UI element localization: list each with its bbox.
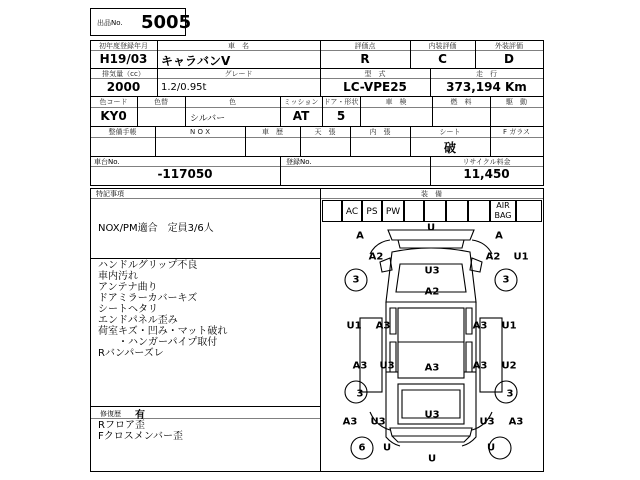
- hdr-special-notes: 特記事項: [96, 190, 124, 198]
- seat-condition: 破: [443, 141, 456, 155]
- hdr-transmission: ミッション: [283, 98, 319, 106]
- grade: 1.2/0.95t: [161, 82, 207, 93]
- mark-tailgate: U3: [424, 409, 440, 421]
- equip-box: [468, 200, 490, 222]
- mark-left-rear-a3: A3: [352, 360, 368, 372]
- hdr-equipment: 装 備: [421, 190, 442, 198]
- hdr-color-change: 色替: [154, 98, 168, 106]
- equip-ac: AC: [342, 200, 362, 222]
- repair-item: Fクロスメンバー歪: [98, 431, 184, 442]
- mark-right-door-a3: A3: [472, 320, 488, 332]
- lot-label: 出品No.: [97, 19, 123, 27]
- mark-front-center: U: [426, 222, 436, 234]
- notes-summary: NOX/PM適合 定員3/6人: [98, 223, 214, 234]
- first-registration: H19/03: [99, 52, 148, 66]
- mark-rear-left-a3: A3: [342, 416, 358, 428]
- mark-left-side-u1: U1: [346, 320, 362, 332]
- hdr-doors: ドア・形状: [323, 98, 359, 106]
- hdr-registration-number: 登録No.: [286, 158, 312, 166]
- hdr-repair-history: 修復歴: [100, 410, 121, 418]
- hdr-interior-trim: 内 張: [369, 128, 391, 136]
- hdr-first-registration: 初年度登録年月: [99, 42, 148, 50]
- hdr-grade: グレード: [224, 70, 253, 78]
- note-item: アンテナ曲り: [98, 282, 158, 293]
- hdr-color: 色: [229, 98, 236, 106]
- displacement: 2000: [106, 80, 141, 94]
- note-item: エンドパネル歪み: [98, 315, 178, 326]
- interior-rating: C: [438, 52, 447, 66]
- hdr-model: 型 式: [364, 70, 386, 78]
- color-code: KY0: [100, 109, 127, 123]
- equip-airbag-line2: BAG: [494, 211, 512, 220]
- hdr-recycle-fee: リサイクル料金: [462, 158, 511, 166]
- color: シルバー: [190, 114, 226, 124]
- mark-left-rear-u3: U3: [379, 360, 395, 372]
- repair-list: [98, 420, 183, 442]
- hdr-chassis-number: 車台No.: [94, 158, 120, 166]
- mark-left-door-a3: A3: [375, 320, 391, 332]
- mark-front-left-wheel: 3: [352, 274, 360, 286]
- transmission: AT: [292, 109, 310, 123]
- mark-rear-right-wheel: 3: [506, 388, 514, 400]
- hdr-front-glass: F ガラス: [502, 128, 531, 136]
- mark-front-right: A: [495, 230, 503, 242]
- note-item: 荷室キズ・凹み・マット破れ: [98, 326, 228, 337]
- hdr-interior-rating: 内装評価: [428, 42, 457, 50]
- hdr-displacement: 排気量（cc）: [102, 70, 145, 78]
- lot-number: 5005: [141, 12, 192, 33]
- equip-ps: PS: [362, 200, 382, 222]
- equip-box: [322, 200, 342, 222]
- mark-rear-right-u3: U3: [479, 416, 495, 428]
- mark-right-rear-u2: U2: [501, 360, 517, 372]
- mark-rear-u-left: U: [382, 442, 392, 454]
- note-item: ・ハンガーパイプ取付: [98, 337, 218, 348]
- notes-list: [98, 260, 227, 359]
- hdr-seat: シート: [439, 128, 461, 136]
- mark-front-left-fender: A2: [368, 251, 384, 263]
- mark-front-right-fender: A2: [485, 251, 501, 263]
- hdr-car-name: 車 名: [228, 42, 249, 50]
- mark-roof-front: U3: [424, 265, 440, 277]
- repair-item: Rフロア歪: [98, 420, 145, 431]
- mark-hood: A2: [424, 286, 440, 298]
- hdr-service-book: 整備手帳: [108, 128, 137, 136]
- hdr-car-history: 車 歴: [262, 128, 283, 136]
- repair-history-value: 有: [135, 410, 145, 421]
- equip-pw: PW: [382, 200, 404, 222]
- doors: 5: [336, 109, 346, 123]
- mark-rear-left-tire: 6: [358, 442, 366, 454]
- mark-rear-u-right: U: [486, 442, 496, 454]
- mark-front-right-wheel: 3: [502, 274, 510, 286]
- mark-right-rear-a3: A3: [472, 360, 488, 372]
- mileage: 373,194 Km: [446, 80, 527, 94]
- equip-box: [424, 200, 446, 222]
- mark-rear-left-wheel: 3: [356, 388, 364, 400]
- mark-rear-bumper: U: [427, 453, 437, 465]
- equip-box: [404, 200, 424, 222]
- mark-rear-left-u3: U3: [370, 416, 386, 428]
- exterior-rating: D: [504, 52, 514, 66]
- equip-airbag-line1: AIR: [496, 201, 510, 210]
- hdr-inspection: 車 検: [385, 98, 407, 106]
- equip-box: [516, 200, 542, 222]
- mark-floor-a3: A3: [424, 362, 440, 374]
- equip-airbag: [490, 200, 516, 222]
- hdr-nox: N O X: [190, 128, 210, 136]
- hdr-color-code: 色コード: [99, 98, 128, 106]
- hdr-exterior-rating: 外装評価: [495, 42, 523, 50]
- note-item: Rバンパーズレ: [98, 348, 164, 359]
- equip-box: [446, 200, 468, 222]
- mark-rear-right-a3: A3: [508, 416, 524, 428]
- hdr-score: 評価点: [354, 42, 376, 50]
- score: R: [360, 52, 370, 66]
- note-item: ドアミラーカバーキズ: [98, 293, 198, 304]
- model-code: LC-VPE25: [343, 80, 407, 94]
- recycle-fee: 11,450: [463, 167, 510, 181]
- mark-right-side-u1: U1: [501, 320, 517, 332]
- car-damage-diagram: [320, 222, 542, 472]
- note-item: ハンドルグリップ不良: [98, 260, 198, 271]
- chassis-number: -117050: [157, 167, 213, 181]
- mark-front-bumper-left: A: [356, 230, 364, 242]
- hdr-fuel: 燃 料: [450, 98, 472, 106]
- hdr-drive: 駆 動: [506, 98, 527, 106]
- note-item: 車内汚れ: [98, 271, 138, 282]
- note-item: シートヘタリ: [98, 304, 158, 315]
- hdr-mileage: 走 行: [476, 70, 497, 78]
- mark-front-right-u1: U1: [513, 251, 529, 263]
- car-name: キャラバンV: [161, 54, 231, 68]
- hdr-headliner: 天 張: [314, 128, 336, 136]
